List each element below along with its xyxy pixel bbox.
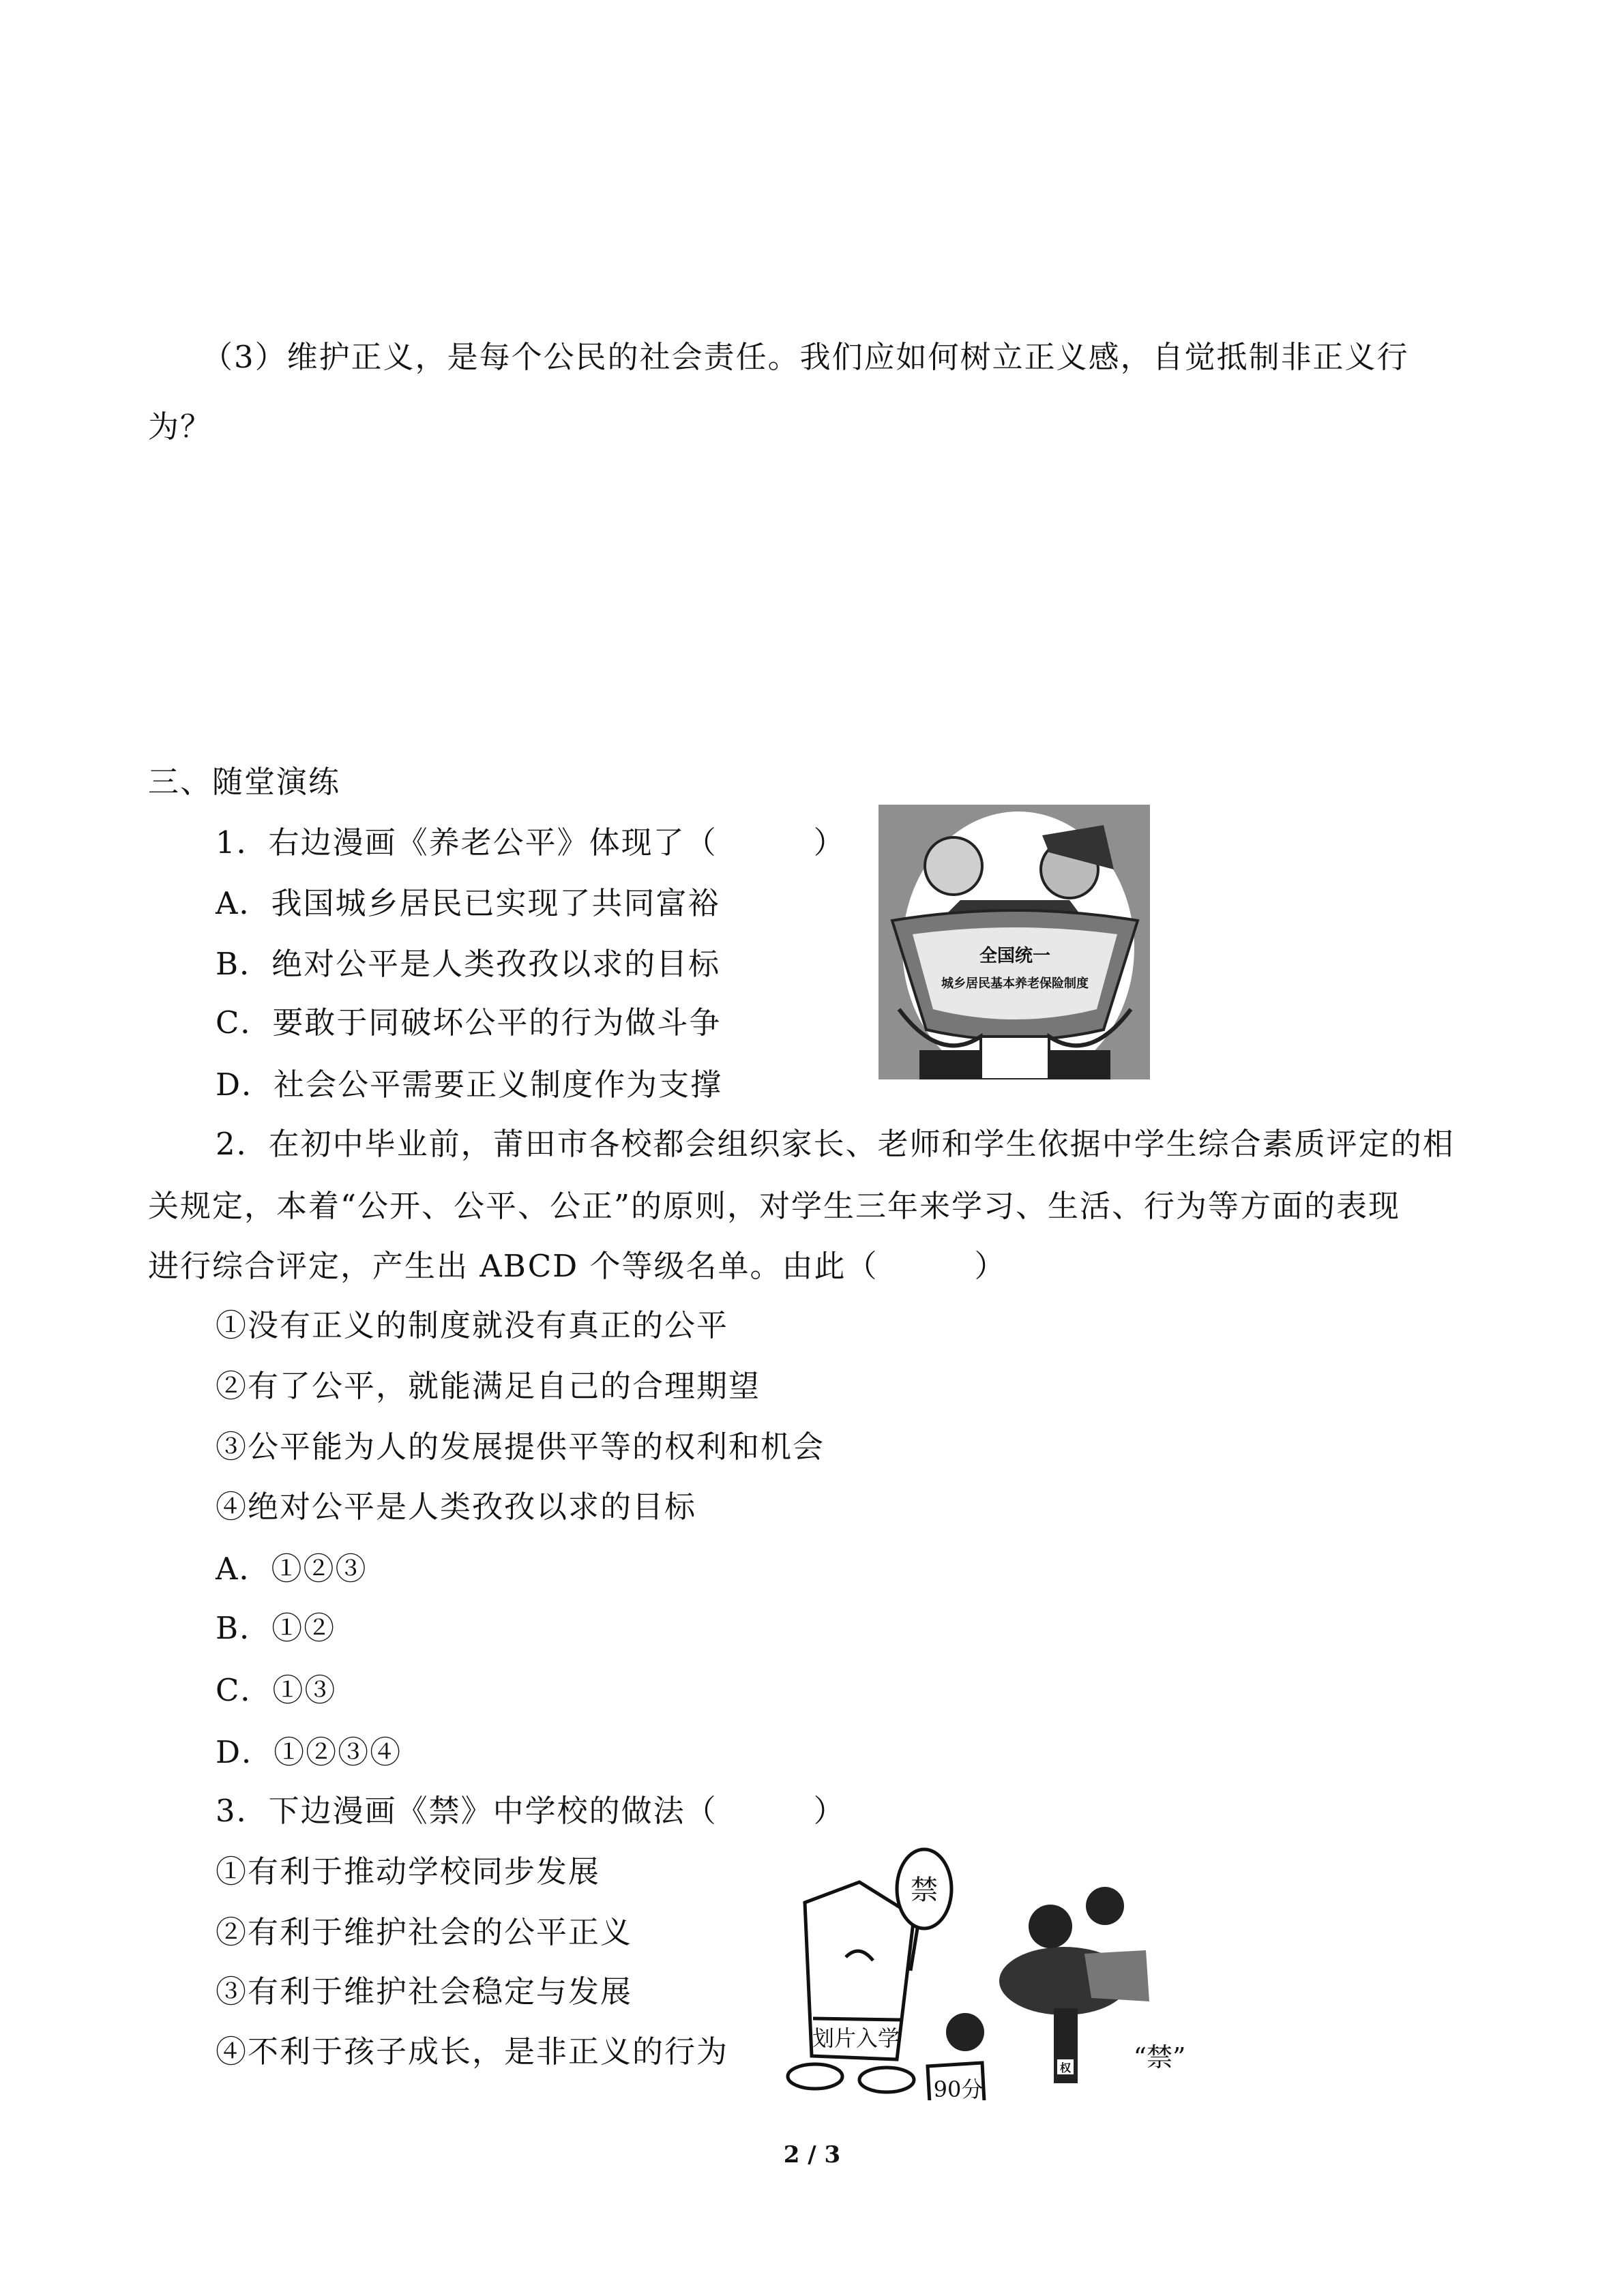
q2-option-c: C．①③ [216,1672,337,1708]
q2-option-b: B．①② [216,1610,336,1646]
cartoon-title-text: 全国统一 [979,946,1051,966]
question-3-line-2: 为？ [148,408,213,445]
q3-statement-2: ②有利于维护社会的公平正义 [216,1914,633,1950]
ban-sign-text: 禁 [911,1875,938,1906]
q2-option-d: D．①②③④ [216,1734,402,1770]
q2-statement-4: ④绝对公平是人类孜孜以求的目标 [216,1489,697,1525]
page-number: 2 / 3 [783,2141,841,2168]
question-3-line-1: （3）维护正义，是每个公民的社会责任。我们应如何树立正义感，自觉抵制非正义行 [202,339,1409,375]
ban-caption: “禁” [1133,2042,1186,2072]
q1-option-a: A．我国城乡居民已实现了共同富裕 [216,885,720,921]
q1-option-b: B．绝对公平是人类孜孜以求的目标 [216,946,721,982]
q2-statement-3: ③公平能为人的发展提供平等的权利和机会 [216,1429,825,1465]
q3-statement-4: ④不利于孩子成长，是非正义的行为 [216,2033,729,2070]
ban-cartoon [764,1841,1214,2100]
pension-fairness-cartoon [879,805,1150,1079]
q2-stem-line-3: 进行综合评定，产生出 ABCD 个等级名单。由此（ ） [148,1248,1007,1284]
q2-stem-line-2: 关规定，本着“公开、公平、公正”的原则，对学生三年来学习、生活、行为等方面的表现 [148,1188,1401,1224]
q2-statement-1: ①没有正义的制度就没有真正的公平 [216,1307,729,1343]
q2-statement-2: ②有了公平，就能满足自己的合理期望 [216,1368,761,1404]
zone-enrollment-label: 划片入学 [812,2025,900,2051]
q1-option-c: C．要敢于同破坏公平的行为做斗争 [216,1004,722,1041]
power-badge: 权 [1059,2061,1072,2074]
q3-statement-3: ③有利于维护社会稳定与发展 [216,1973,633,2010]
q2-option-a: A．①②③ [216,1551,368,1587]
q1-stem: 1．右边漫画《养老公平》体现了（ ） [216,824,846,861]
q3-statement-1: ①有利于推动学校同步发展 [216,1853,601,1890]
cartoon-subtitle-text: 城乡居民基本养老保险制度 [941,976,1089,991]
q2-stem-line-1: 2．在初中毕业前，莆田市各校都会组织家长、老师和学生依据中学生综合素质评定的相 [216,1126,1455,1162]
score-label: 90分 [933,2076,984,2100]
q1-option-d: D．社会公平需要正义制度作为支撑 [216,1067,723,1103]
q3-stem: 3．下边漫画《禁》中学校的做法（ ） [216,1793,846,1829]
section-heading: 三、随堂演练 [148,764,341,800]
